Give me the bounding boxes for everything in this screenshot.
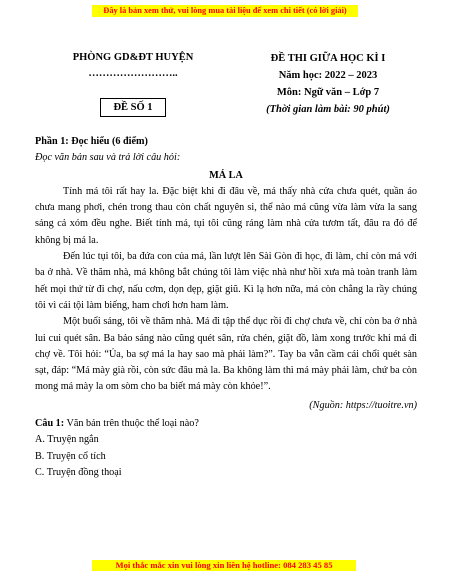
- question-text: Văn bản trên thuộc thể loại nào?: [64, 418, 199, 430]
- story-paragraph: Một buổi sáng, tôi về thăm nhà. Má đi tập thể dục rồi đi chợ chưa về, chỉ còn ba ở nhà lui cui quét sân. Ba bảo sáng nào cũng quét sân, rửa chén, giặt đồ, làm xong trước khi má đi chợ về. Tôi hỏi: “Ủa, ba sợ má la hay sao mà phải làm?”. Tay ba vẫn cầm cái chổi quét sàn sạt, đáp: “Má mày già rồi, còn sức đâu mà la. Ba không làm thì má mày phải làm, chứ ba còn mong má mày la om sòm cho ba biết má mày còn khỏe!”.: [35, 316, 417, 393]
- answer-option: B. Truyện cổ tích: [35, 450, 106, 462]
- question-label: Câu 1:: [35, 418, 65, 430]
- story-title: MÁ LA: [209, 169, 243, 181]
- header-right: [226, 50, 430, 118]
- story-paragraph: Tính má tôi rất hay la. Đặc biệt khi đi đâu về, má thấy nhà cửa chưa quét, quần áo chưa mang phơi, chén trong thau còn chất nguyên si, thể nào má cũng vừa làm vừa la sang sảng cả xóm đều nghe. Biết tính má, tụi tôi cũng ráng làm nhà cửa tươm tất, đâu ra đó để không bị má la.: [35, 185, 417, 246]
- answer-option: C. Truyện đồng thoại: [35, 466, 122, 478]
- district-dots: ……………………..: [88, 68, 178, 79]
- department-name: PHÒNG GD&ĐT HUYỆN: [72, 52, 194, 63]
- story-paragraph: Đến lúc tụi tôi, ba đứa con của má, lần lượt lên Sài Gòn đi học, đi làm, chỉ còn má với ba ở nhà. Về thăm nhà, má không bắt chúng tôi làm việc nhà như hồi xưa mà toàn tranh làm hết mọi thứ từ đi chợ, nấu cơm, dọn dẹp, giặt giũ. Kì lạ hơn nữa, má còn chẳng la rầy chúng tôi vì cái tội làm biếng, ham chơi hơn ham làm.: [35, 251, 417, 311]
- hotline-banner: Mọi thắc mắc xin vui lòng xin liên hệ hotline: 084 283 45 85: [92, 560, 356, 571]
- exam-code-box: ĐỀ SỐ 1: [100, 98, 165, 117]
- time-limit: (Thời gian làm bài: 90 phút): [266, 104, 390, 115]
- part1-title: Phần 1: Đọc hiểu (6 điểm): [35, 136, 148, 147]
- header-left: [45, 50, 221, 117]
- school-year: Năm học: 2022 – 2023: [278, 70, 378, 81]
- answer-option: A. Truyện ngắn: [35, 434, 99, 446]
- reading-instruction: Đọc văn bản sau và trả lời câu hỏi:: [35, 152, 181, 164]
- exam-body: [35, 134, 417, 481]
- source-citation: (Nguồn: https://tuoitre.vn): [309, 399, 417, 411]
- preview-banner: Đây là bản xem thử, vui lòng mua tài liệu để xem chi tiết (có lời giải): [92, 5, 358, 17]
- subject-line: Môn: Ngữ văn – Lớp 7: [276, 87, 380, 98]
- exam-title: ĐỀ THI GIỮA HỌC KÌ I: [270, 53, 386, 64]
- question-1: [35, 416, 417, 432]
